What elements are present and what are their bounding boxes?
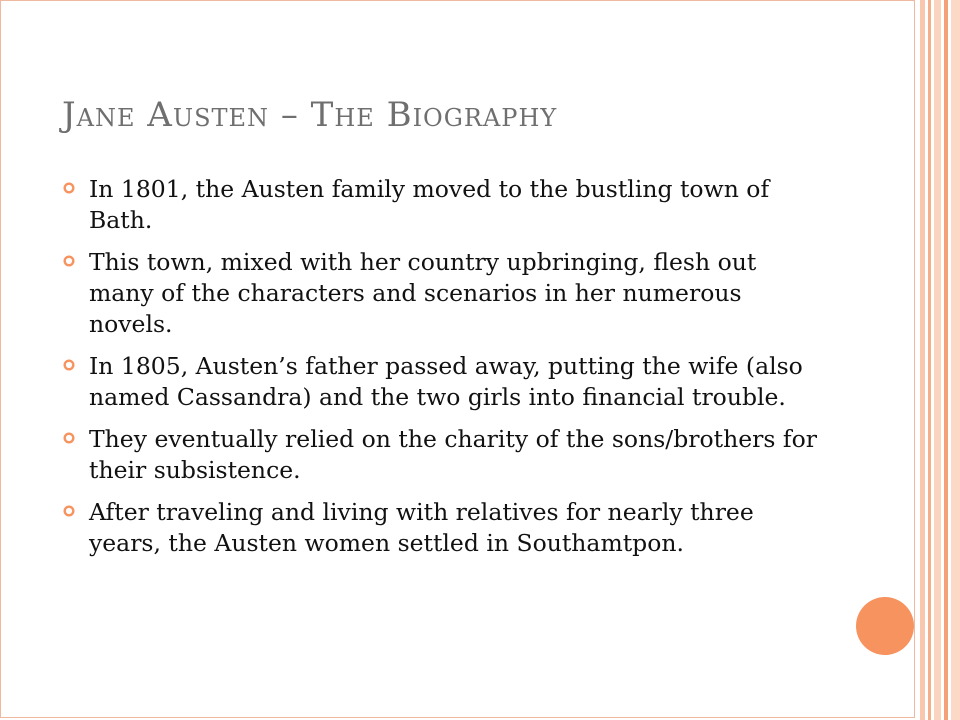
bullet-list bbox=[62, 174, 822, 570]
bullet-text: This town, mixed with her country upbringing, flesh out many of the characters and scenarios in her numerous novels. bbox=[89, 248, 757, 338]
bullet-item bbox=[62, 424, 822, 486]
bullet-text: In 1805, Austen’s father passed away, putting the wife (also named Cassandra) and the two girls into financial trouble. bbox=[89, 352, 803, 411]
decorative-stripe bbox=[934, 0, 941, 720]
outline-circle-icon bbox=[63, 432, 75, 444]
bullet-item bbox=[62, 247, 822, 340]
outline-circle-icon bbox=[63, 359, 75, 371]
decorative-stripe bbox=[944, 0, 948, 720]
decorative-orange-circle bbox=[856, 597, 914, 655]
outline-circle-icon bbox=[63, 182, 75, 194]
decorative-stripe bbox=[920, 0, 925, 720]
decorative-stripes bbox=[920, 0, 960, 720]
outline-circle-icon bbox=[63, 255, 75, 267]
outline-circle-icon bbox=[63, 505, 75, 517]
bullet-item bbox=[62, 174, 822, 236]
decorative-stripe bbox=[928, 0, 931, 720]
bullet-text: They eventually relied on the charity of the sons/brothers for their subsistence. bbox=[89, 425, 817, 484]
bullet-item bbox=[62, 497, 822, 559]
bullet-text: After traveling and living with relatives for nearly three years, the Austen women settled in Southamtpon. bbox=[89, 498, 754, 557]
slide-title: Jane Austen – The Biography bbox=[62, 95, 558, 135]
bullet-text: In 1801, the Austen family moved to the bustling town of Bath. bbox=[89, 175, 770, 234]
decorative-stripe bbox=[951, 0, 960, 720]
bullet-item bbox=[62, 351, 822, 413]
